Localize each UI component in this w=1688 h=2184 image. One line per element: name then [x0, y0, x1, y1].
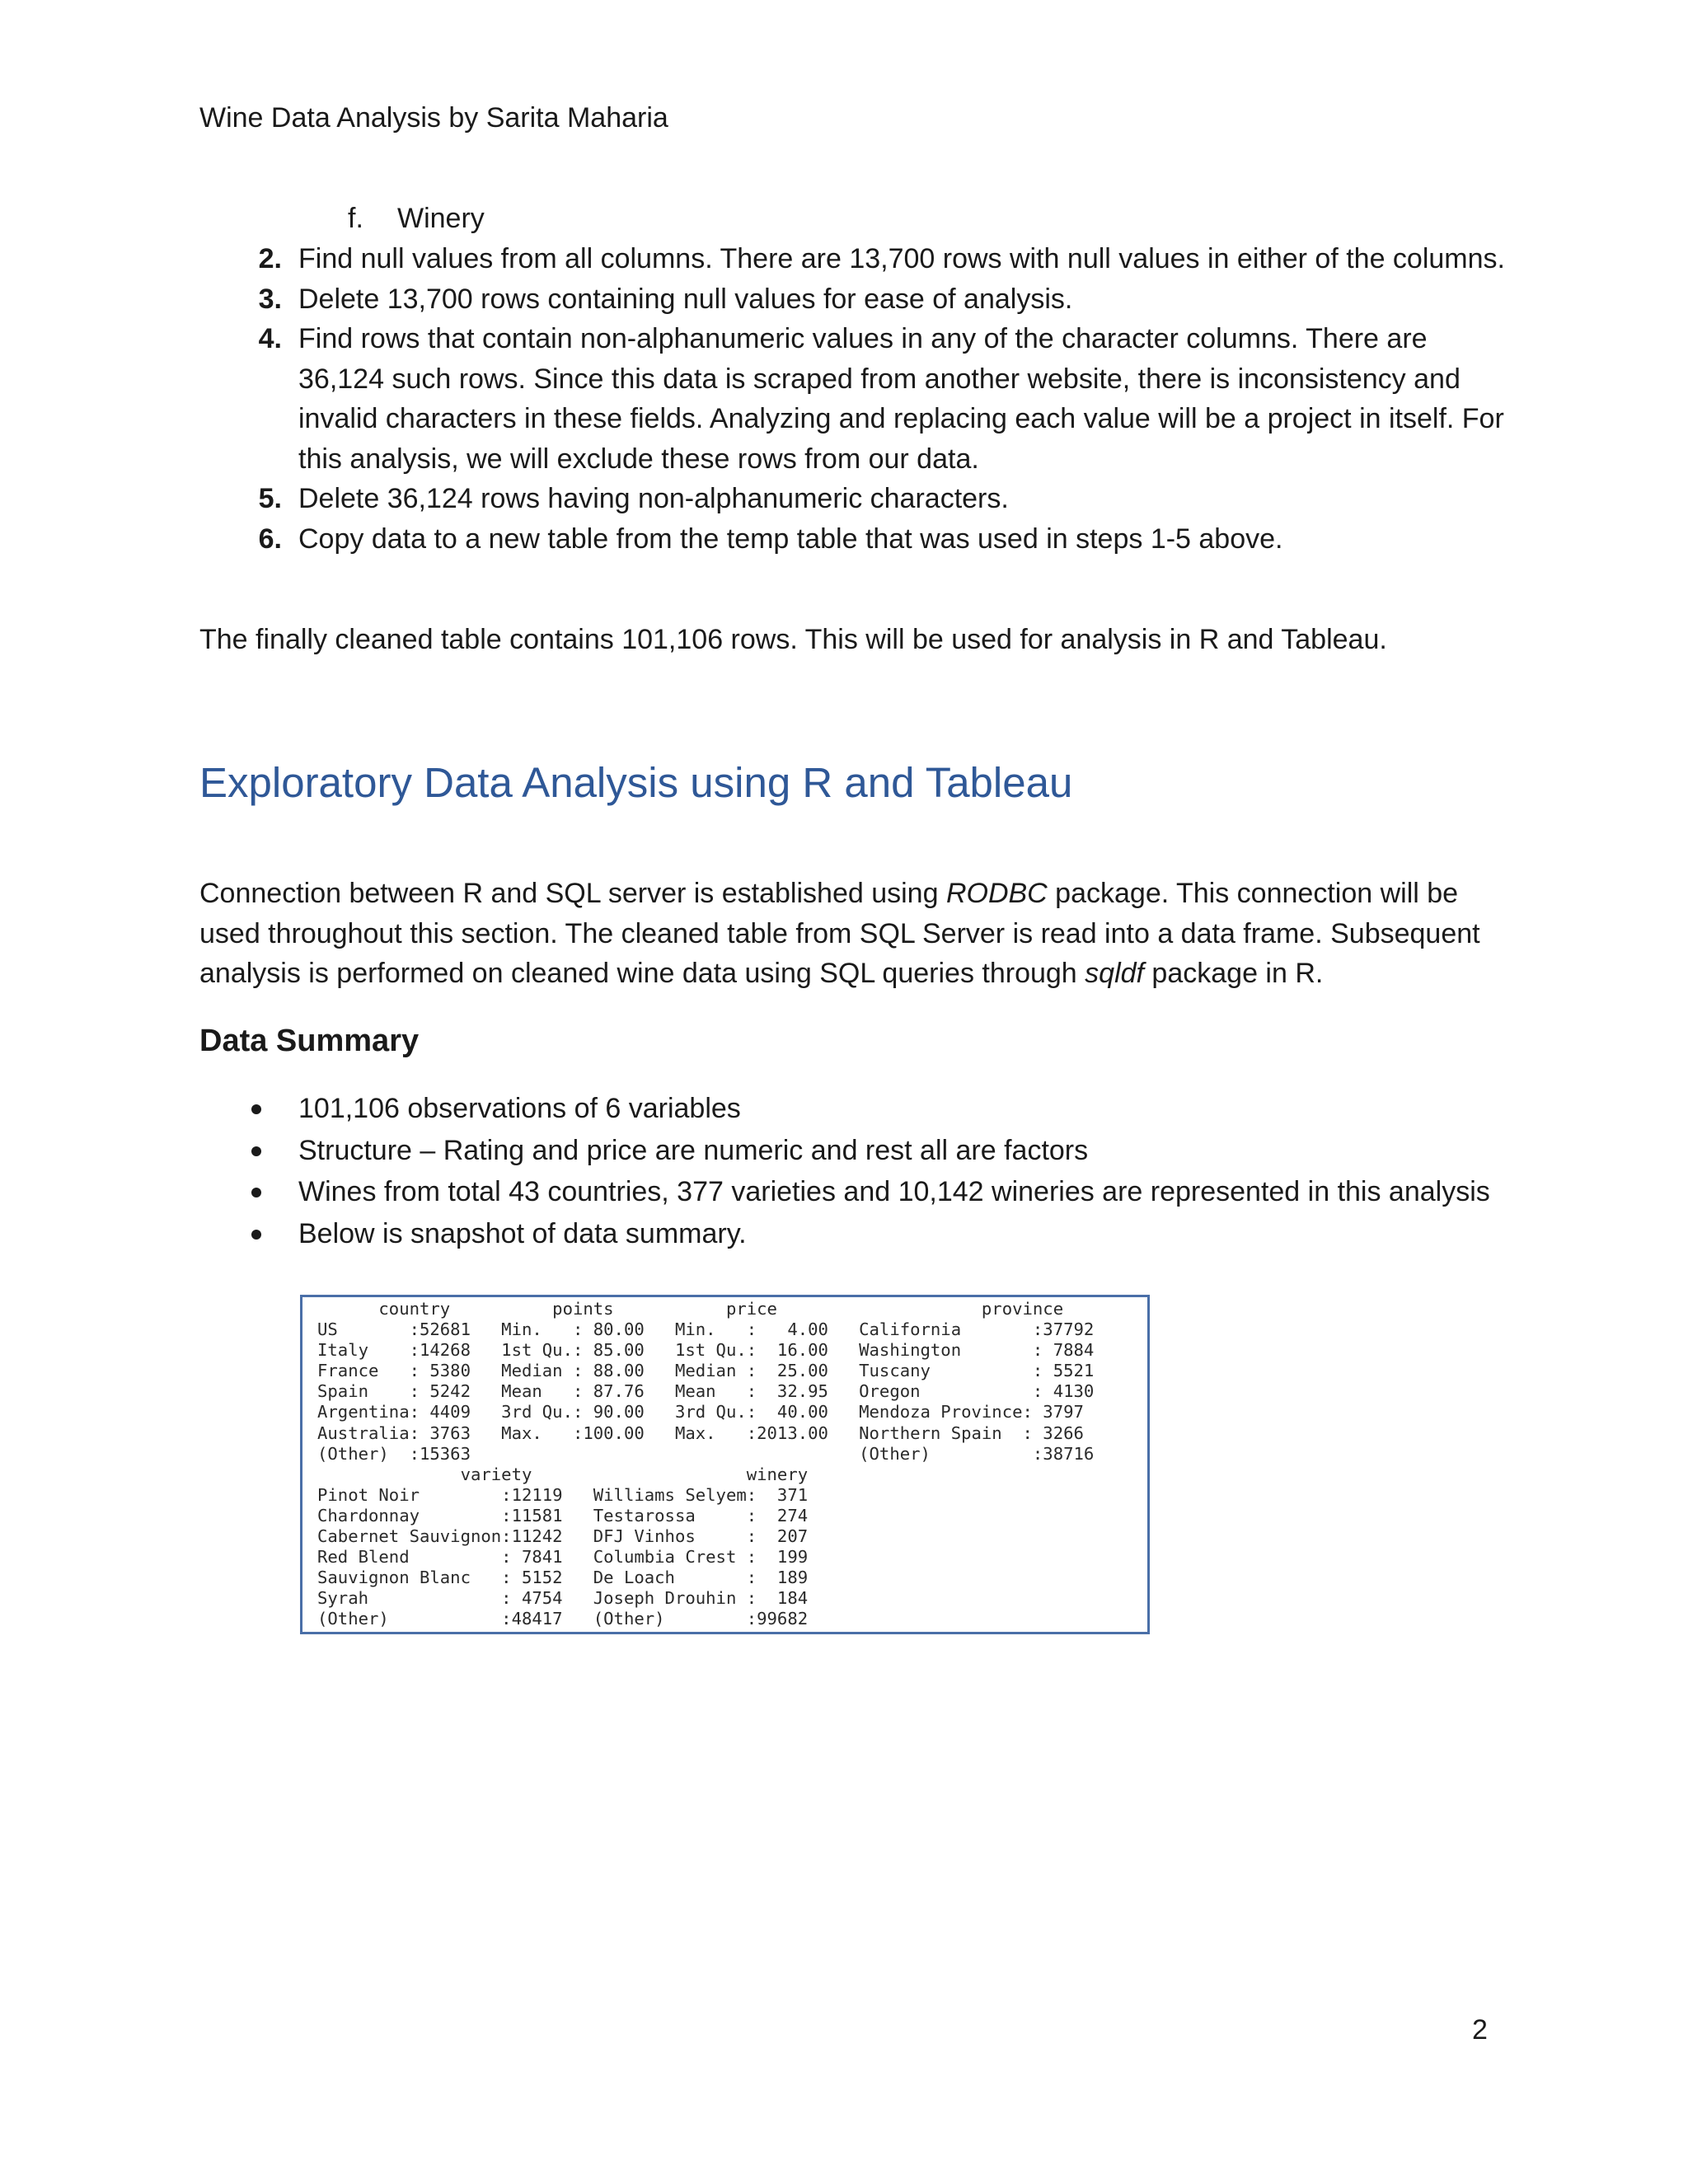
- bullet-item: [199, 1171, 1535, 1213]
- intro-paragraph: [199, 874, 1518, 994]
- summary-line: Syrah : 4754 Joseph Drouhin : 184: [317, 1588, 828, 1609]
- summary-line: country points price province: [317, 1299, 1104, 1319]
- summary-line: Cabernet Sauvignon:11242 DFJ Vinhos : 207: [317, 1526, 828, 1547]
- step-number: 5.: [258, 483, 282, 514]
- summary-line: Red Blend : 7841 Columbia Crest : 199: [317, 1547, 828, 1568]
- bullet-icon: [199, 1088, 298, 1130]
- step-text: Find rows that contain non-alphanumeric values in any of the character columns. There are 36,124 such rows. Since this data is scraped from another website, there is inconsistency and invalid characters in these fields. Analyzing and replacing each value will be a project in itself. For this analysis, we will exclude these rows from our data.: [298, 323, 1504, 475]
- intro-text-1: Connection between R and SQL server is established using: [199, 878, 946, 909]
- summary-line: Sauvignon Blanc : 5152 De Loach : 189: [317, 1568, 828, 1588]
- step-item: [199, 519, 1518, 560]
- step-number: 2.: [258, 243, 282, 274]
- step-item: [199, 479, 1518, 519]
- package-name-sqldf: sqldf: [1085, 958, 1144, 989]
- summary-line: US :52681 Min. : 80.00 Min. : 4.00 California :37792: [317, 1319, 1115, 1340]
- page-number: 2: [1472, 2014, 1488, 2046]
- data-summary-heading: Data Summary: [199, 1024, 420, 1058]
- summary-line: Chardonnay :11581 Testarossa : 274: [317, 1505, 828, 1526]
- summary-line: Italy :14268 1st Qu.: 85.00 1st Qu.: 16.00 Washington : 7884: [317, 1340, 1115, 1361]
- step-number: 3.: [258, 283, 282, 315]
- summary-line: (Other) :48417 (Other) :99682: [317, 1609, 828, 1629]
- bullet-item: [199, 1088, 1535, 1130]
- bullet-text: Wines from total 43 countries, 377 varieties and 10,142 wineries are represented in this analysis: [298, 1176, 1490, 1207]
- summary-line: Australia: 3763 Max. :100.00 Max. :2013.00 Northern Spain : 3266: [317, 1422, 1104, 1443]
- step-item: [199, 279, 1518, 320]
- section-heading: Exploratory Data Analysis using R and Tableau: [199, 759, 1073, 806]
- sub-list-marker: f.: [348, 203, 363, 234]
- step-number: 4.: [258, 323, 282, 354]
- cleaned-table-note: The finally cleaned table contains 101,106 rows. This will be used for analysis in R and Tableau.: [199, 624, 1387, 655]
- step-text: Copy data to a new table from the temp table that was used in steps 1-5 above.: [298, 523, 1283, 555]
- summary-line: variety winery: [317, 1464, 860, 1484]
- data-summary-snapshot: [300, 1295, 1150, 1634]
- intro-text-3: package in R.: [1143, 958, 1324, 989]
- summary-line: Spain : 5242 Mean : 87.76 Mean : 32.95 Oregon : 4130: [317, 1381, 1115, 1402]
- summary-line: Argentina: 4409 3rd Qu.: 90.00 3rd Qu.: 40.00 Mendoza Province: 3797: [317, 1402, 1104, 1422]
- step-text: Delete 13,700 rows containing null values for ease of analysis.: [298, 283, 1073, 315]
- sub-list-item-winery: [348, 199, 485, 237]
- bullet-text: Below is snapshot of data summary.: [298, 1217, 747, 1249]
- bullet-icon: [199, 1130, 298, 1172]
- summary-line: Pinot Noir :12119 Williams Selyem: 371: [317, 1484, 828, 1505]
- intro-text-2: package. This connection will be used throughout this section. The cleaned table from SQL Server is read into a data frame. Subsequent analysis is performed on cleaned wine data using SQL queries through: [199, 878, 1480, 989]
- bullet-icon: [199, 1171, 298, 1213]
- step-item: [199, 319, 1518, 479]
- bullet-text: 101,106 observations of 6 variables: [298, 1093, 741, 1124]
- bullet-item: [199, 1130, 1535, 1172]
- step-number: 6.: [258, 523, 282, 555]
- data-summary-bullets: [199, 1088, 1535, 1254]
- package-name-rodbc: RODBC: [945, 878, 1048, 909]
- step-text: Delete 36,124 rows having non-alphanumeric characters.: [298, 483, 1009, 514]
- cleaning-steps-list: [199, 239, 1518, 559]
- summary-line: (Other) :15363 (Other) :38716: [317, 1443, 1115, 1464]
- summary-line: France : 5380 Median : 88.00 Median : 25.00 Tuscany : 5521: [317, 1361, 1115, 1381]
- bullet-icon: [199, 1213, 298, 1255]
- page-header: Wine Data Analysis by Sarita Maharia: [199, 102, 668, 134]
- bullet-text: Structure – Rating and price are numeric and rest all are factors: [298, 1134, 1089, 1166]
- sub-list-text: Winery: [397, 203, 485, 234]
- step-item: [199, 239, 1518, 279]
- bullet-item: [199, 1213, 1535, 1255]
- step-text: Find null values from all columns. There are 13,700 rows with null values in either of the columns.: [298, 243, 1505, 274]
- r-summary-output: [317, 1299, 1114, 1630]
